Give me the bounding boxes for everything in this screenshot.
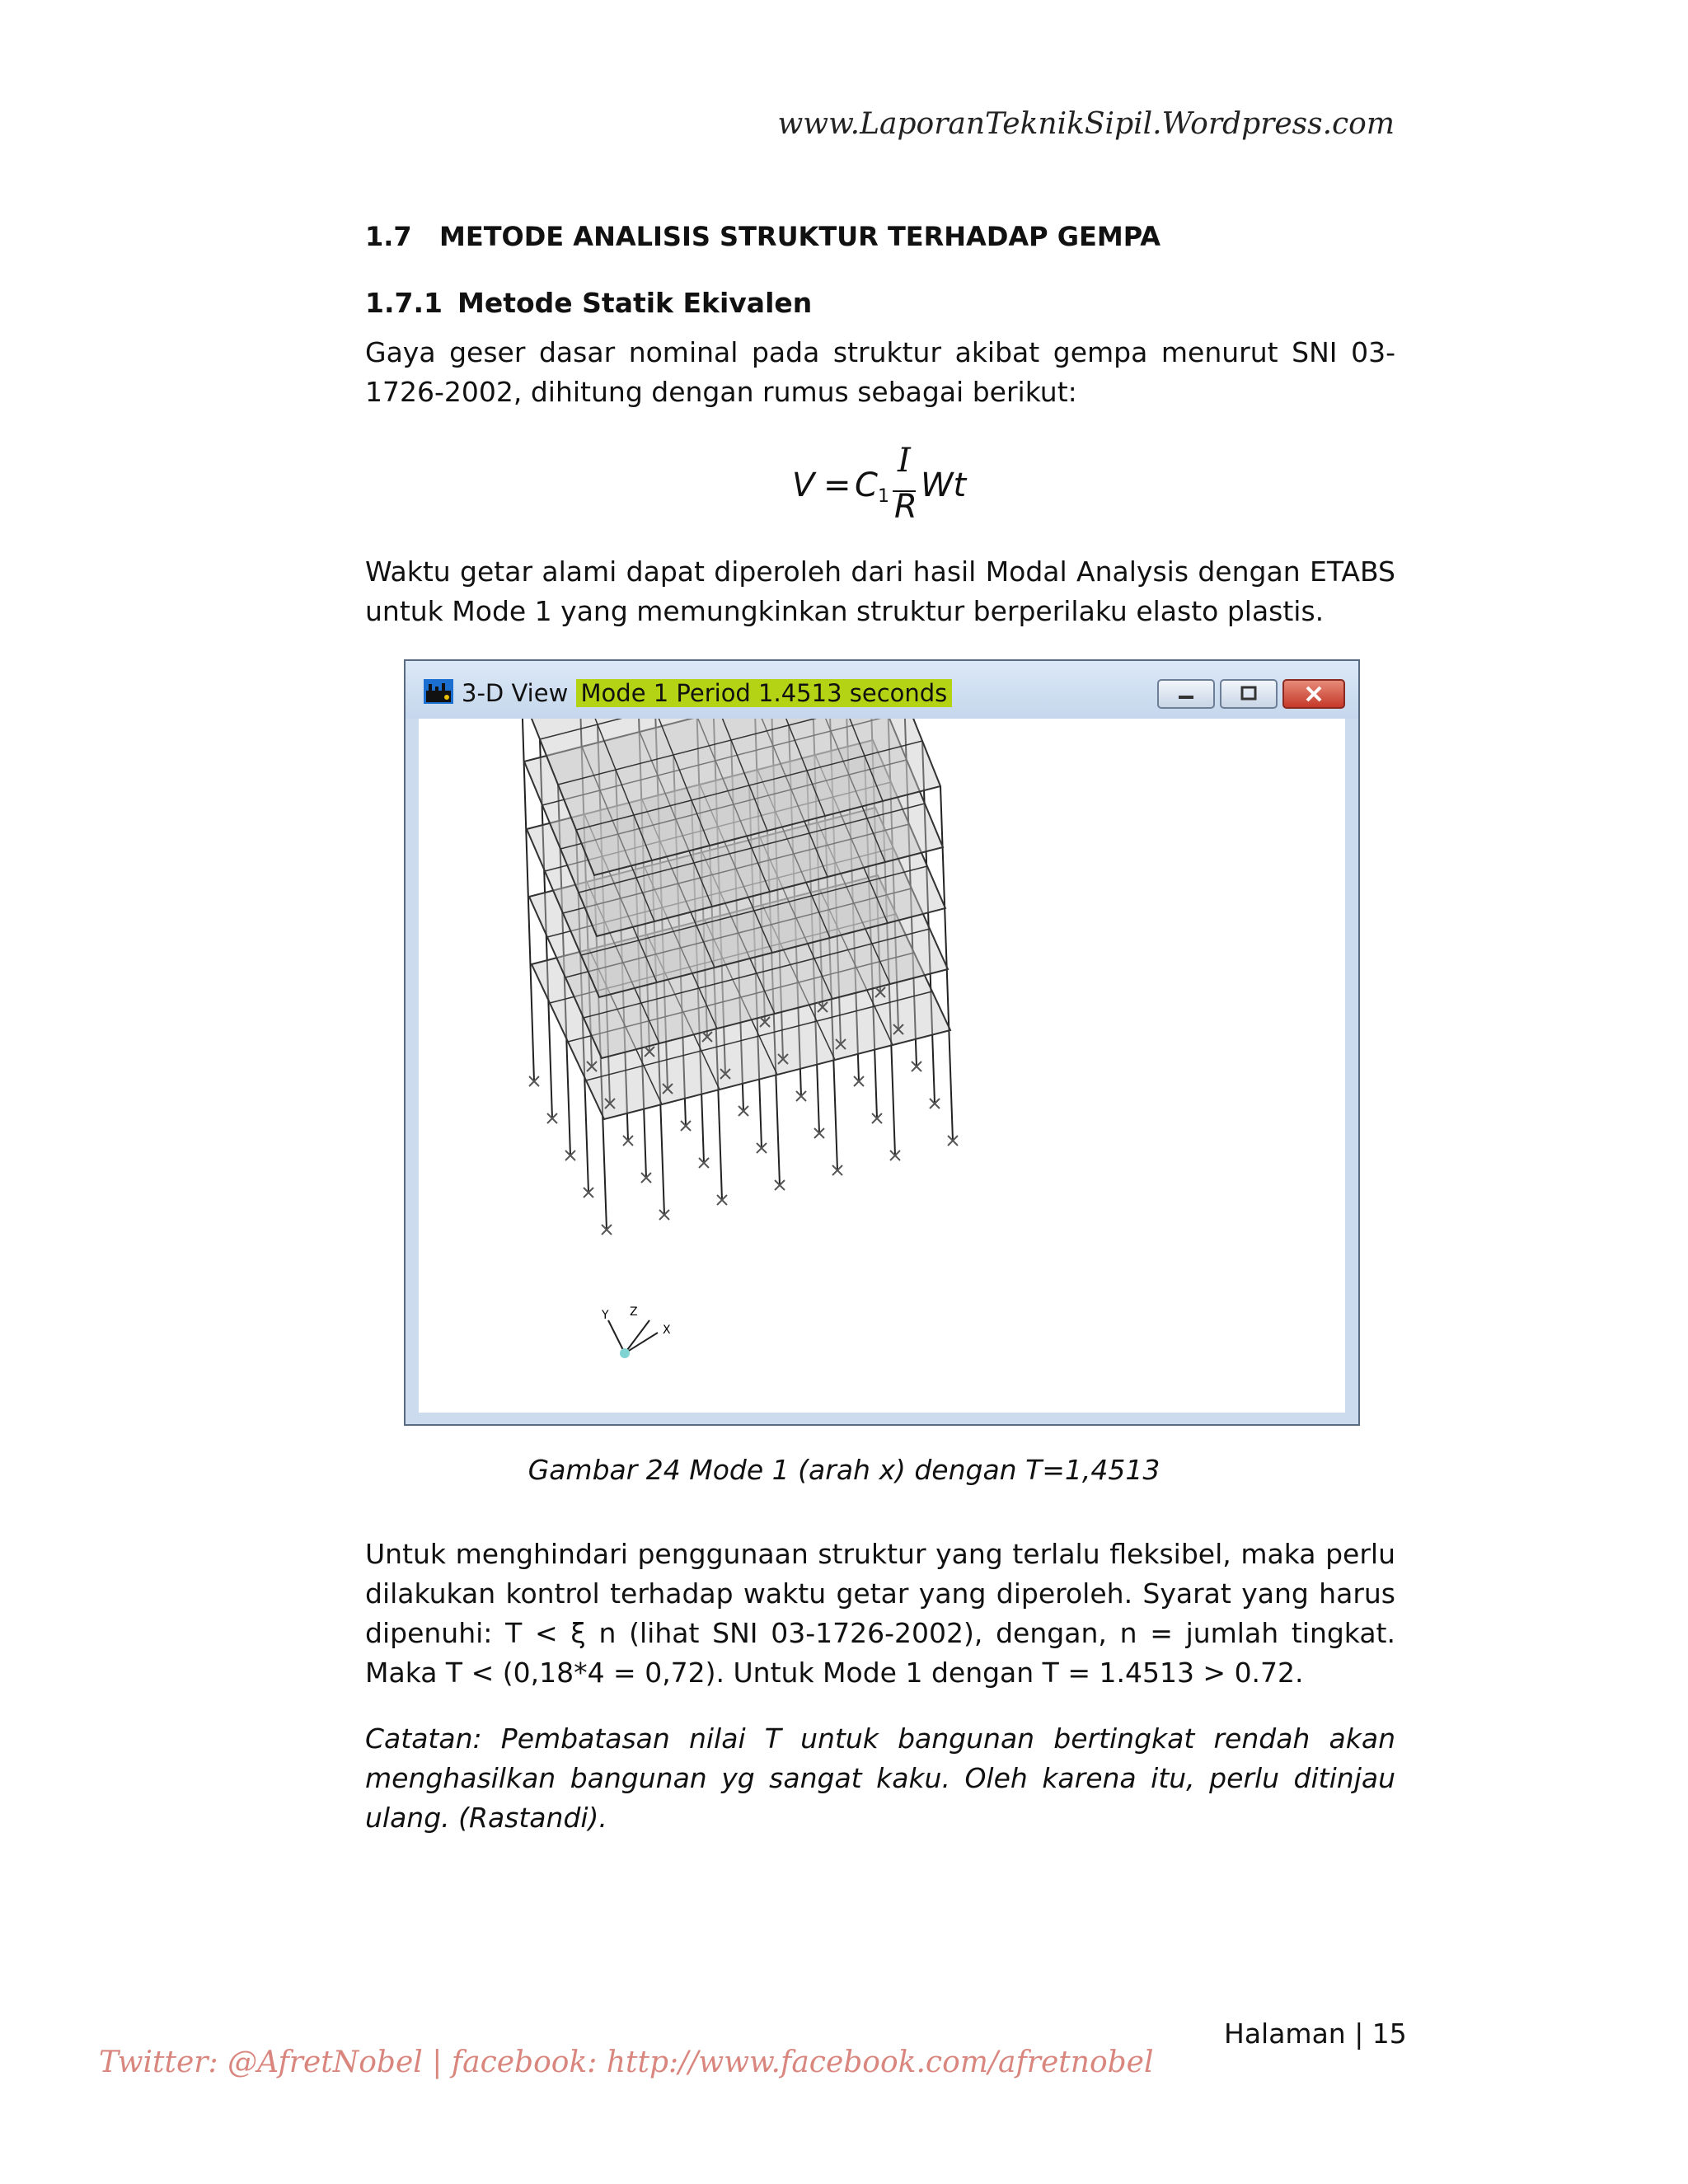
close-icon — [1284, 681, 1343, 707]
etabs-app-icon — [424, 679, 453, 704]
header-url[interactable]: www.LaporanTeknikSipil.Wordpress.com — [777, 107, 1395, 141]
axis-y-label: Y — [602, 1309, 609, 1322]
formula-coef: C — [855, 466, 878, 504]
axis-x-line — [625, 1333, 658, 1353]
etabs-3d-view-window — [404, 659, 1360, 1426]
axis-z-label: Z — [630, 1305, 638, 1319]
close-button[interactable] — [1282, 679, 1345, 709]
subsection-number: 1.7.1 — [365, 287, 443, 319]
window-title — [462, 679, 952, 707]
maximize-icon — [1221, 681, 1276, 707]
paragraph-control: Untuk menghindari penggunaan struktur yang terlalu fleksibel, maka perlu dilakukan kontrol terhadap waktu getar yang diperoleh. Syarat yang harus dipenuhi: T < ξ n (lihat SNI 03-1726-2002), dengan, n = jumlah tingkat. Maka T < (0,18*4 = 0,72). Untuk Mode 1 dengan T = 1.4513 > 0.72. — [365, 1538, 1395, 1689]
page-number: Halaman | 15 — [1224, 2018, 1407, 2050]
window-titlebar[interactable] — [406, 661, 1358, 719]
axis-z-line — [625, 1320, 649, 1353]
section-number: 1.7 — [365, 221, 412, 252]
formula-lhs: V — [792, 466, 815, 504]
paragraph-modal: Waktu getar alami dapat diperoleh dari hasil Modal Analysis dengan ETABS untuk Mode 1 yang memungkinkan struktur berperilaku elasto plastis. — [365, 555, 1395, 627]
axis-y-line — [608, 1320, 625, 1353]
subsection-title: Metode Statik Ekivalen — [457, 287, 813, 319]
formula-tail: Wt — [921, 466, 967, 504]
formula-equals: = — [823, 466, 851, 504]
section-heading — [365, 221, 1160, 252]
base-shear-formula — [787, 442, 1001, 532]
axis-x-label: X — [663, 1324, 671, 1337]
model-viewport[interactable] — [419, 719, 1345, 1413]
subsection-heading — [365, 287, 812, 319]
figure-caption: Gambar 24 Mode 1 (arah x) dengan T=1,4513 — [528, 1454, 1160, 1486]
building-frame-model — [419, 719, 1345, 1413]
formula-denominator: R — [894, 488, 917, 526]
minimize-icon — [1159, 681, 1213, 707]
formula-coef-sub: 1 — [878, 486, 889, 507]
paragraph-intro: Gaya geser dasar nominal pada struktur akibat gempa menurut SNI 03-1726-2002, dihitung dengan rumus sebagai berikut: — [365, 336, 1395, 408]
axis-triad — [608, 1320, 658, 1358]
footer-social[interactable]: Twitter: @AfretNobel | facebook: http://www.facebook.com/afretnobel — [99, 2046, 1154, 2079]
mode-period-label: Mode 1 Period 1.4513 seconds — [576, 679, 953, 707]
section-title: METODE ANALISIS STRUKTUR TERHADAP GEMPA — [439, 221, 1160, 252]
window-title-text: 3-D View — [462, 679, 569, 707]
note-paragraph: Catatan: Pembatasan nilai T untuk bangunan bertingkat rendah akan menghasilkan bangunan yg sangat kaku. Oleh karena itu, perlu ditinjau ulang. (Rastandi). — [365, 1722, 1395, 1834]
maximize-button[interactable] — [1220, 679, 1278, 709]
minimize-button[interactable] — [1157, 679, 1215, 709]
formula-numerator: I — [898, 442, 911, 480]
axis-origin — [620, 1348, 630, 1358]
